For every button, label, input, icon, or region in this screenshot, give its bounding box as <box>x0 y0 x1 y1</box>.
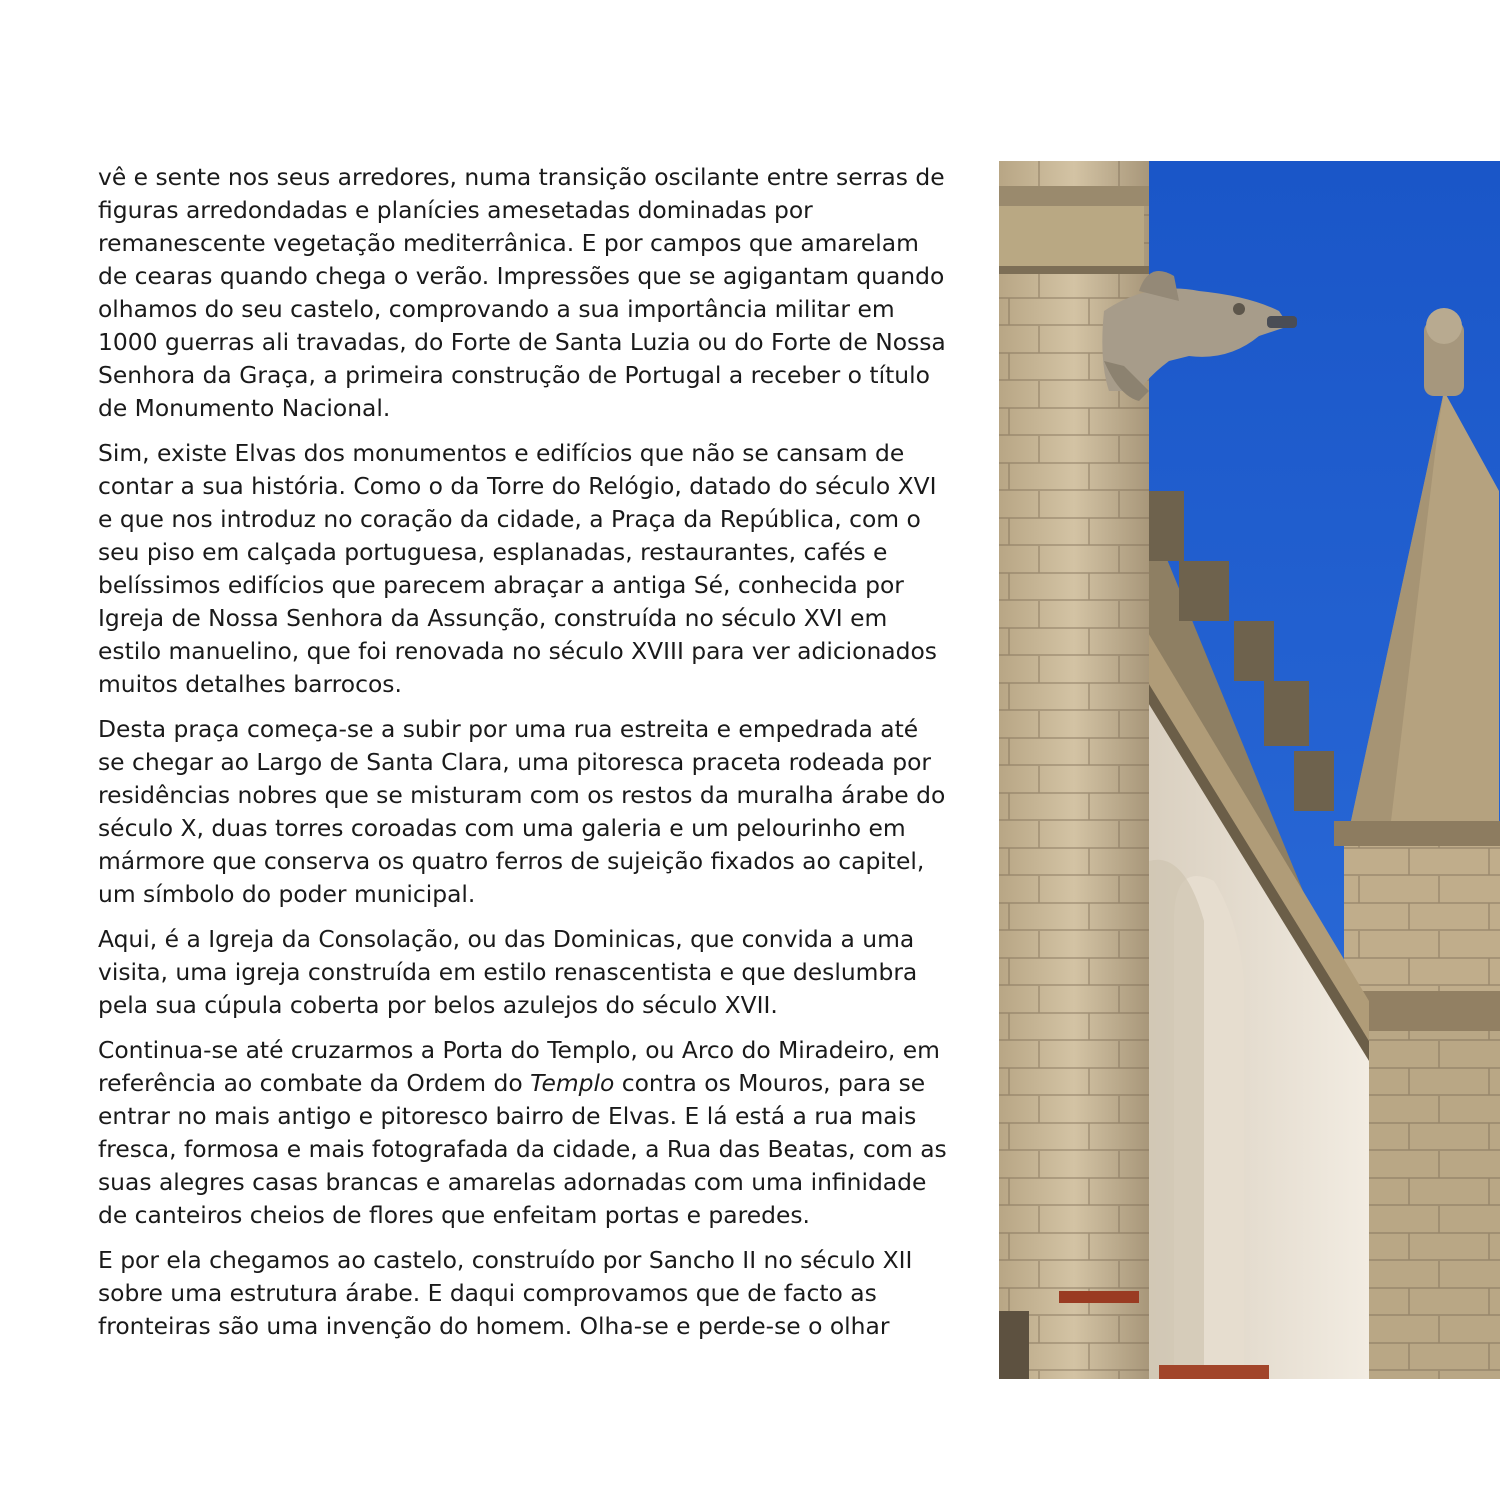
paragraph-5-emphasis: Templo <box>530 1069 615 1097</box>
paragraph-5-after: contra os Mouros, para se entrar no mais antigo e pitoresco bairro de Elvas. E lá está a rua mais fresca, formosa e mais fotografada da cidade, a Rua das Beatas, com as suas alegres casas brancas e amarelas adornadas com uma infinidade de canteiros cheios de flores que enfeitam portas e paredes. <box>98 1069 947 1229</box>
paragraph-5 <box>98 1034 948 1232</box>
paragraph-1: vê e sente nos seus arredores, numa transição oscilante entre serras de figuras arredondadas e planícies amesetadas dominadas por remanescente vegetação mediterrânica. E por campos que amarelam de cearas quando chega o verão. Impressões que se agigantam quando olhamos do seu castelo, comprovando a sua importância militar em 1000 guerras ali travadas, do Forte de Santa Luzia ou do Forte de Nossa Senhora da Graça, a primeira construção de Portugal a receber o título de Monumento Nacional. <box>98 163 946 422</box>
paragraph-3: Desta praça começa-se a subir por uma rua estreita e empedrada até se chegar ao Largo de Santa Clara, uma pitoresca praceta rodeada por residências nobres que se misturam com os restos da muralha árabe do século X, duas torres coroadas com uma galeria e um pelourinho em mármore que conserva os quatro ferros de sujeição fixados ao capitel, um símbolo do poder municipal. <box>98 715 946 908</box>
paragraph-4: Aqui, é a Igreja da Consolação, ou das Dominicas, que convida a uma visita, uma igreja construída em estilo renascentista e que deslumbra pela sua cúpula coberta por belos azulejos do século XVII. <box>98 925 918 1019</box>
photo-illustration <box>999 161 1500 1379</box>
cathedral-gargoyle-photo <box>999 161 1500 1379</box>
paragraph-2: Sim, existe Elvas dos monumentos e edifícios que não se cansam de contar a sua história. Como o da Torre do Relógio, datado do século XVI e que nos introduz no coração da cidade, a Praça da República, com o seu piso em calçada portuguesa, esplanadas, restaurantes, cafés e belíssimos edifícios que parecem abraçar a antiga Sé, conhecida por Igreja de Nossa Senhora da Assunção, construída no século XVI em estilo manuelino, que foi renovada no século XVIII para ver adicionados muitos detalhes barrocos. <box>98 439 937 698</box>
article-body <box>98 161 948 1355</box>
paragraph-6: E por ela chegamos ao castelo, construído por Sancho II no século XII sobre uma estrutura árabe. E daqui comprovamos que de facto as fronteiras são uma invenção do homem. Olha-se e perde-se o olhar <box>98 1246 913 1340</box>
paragraph-5-before: Continua-se até cruzarmos a Porta do Templo, ou Arco do Miradeiro, em referência ao combate da Ordem do <box>98 1036 940 1097</box>
